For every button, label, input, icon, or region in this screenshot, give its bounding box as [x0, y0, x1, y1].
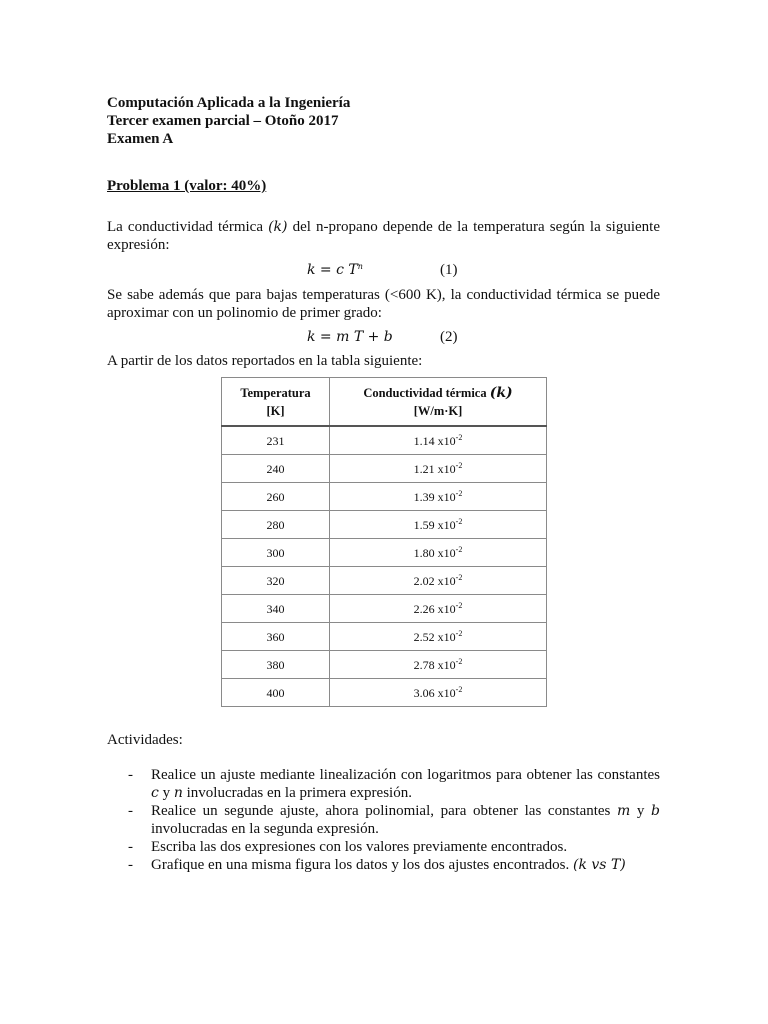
conductivity-value: 2.02 x10 — [413, 573, 456, 588]
conductivity-exponent: -2 — [455, 460, 463, 470]
conductivity-exponent: -2 — [455, 656, 463, 666]
low-temperature-paragraph: Se sabe además que para bajas temperaturas (<600 K), la conductividad térmica se puede aproximar con un polinomio de primer grado: — [107, 287, 660, 321]
temperature-cell: 360 — [222, 623, 330, 651]
conductivity-exponent: -2 — [455, 432, 463, 442]
header-temperature-unit: [K] — [266, 403, 285, 418]
table-row — [222, 455, 547, 483]
temperature-cell: 240 — [222, 455, 330, 483]
header-temperature — [222, 378, 330, 427]
conductivity-value: 1.39 x10 — [413, 489, 456, 504]
conductivity-exponent: -2 — [455, 600, 463, 610]
exam-title: Tercer examen parcial – Otoño 2017 — [107, 113, 339, 129]
b-symbol: b — [651, 803, 660, 819]
equation-1-formula: k = c T — [307, 262, 358, 278]
problem-title: Problema 1 (valor: 40%) — [107, 178, 267, 194]
header-temperature-name: Temperatura — [240, 385, 311, 400]
activity-3-text: Escriba las dos expresiones con los valores previamente encontrados. — [151, 839, 568, 855]
conductivity-table — [221, 377, 547, 707]
table-row — [222, 567, 547, 595]
activities-list — [107, 766, 660, 874]
table-header-row — [222, 378, 547, 427]
list-dash: - — [128, 857, 133, 873]
list-item — [107, 802, 660, 838]
conductivity-exponent: -2 — [455, 516, 463, 526]
table-row — [222, 679, 547, 707]
list-item — [107, 838, 660, 856]
intro-text-b: del n-propano depende de la temperatura según la siguiente expresión: — [107, 219, 660, 253]
course-title: Computación Aplicada a la Ingeniería — [107, 95, 351, 111]
table-row — [222, 595, 547, 623]
m-symbol: m — [617, 803, 631, 819]
k-symbol: (k) — [268, 219, 288, 235]
header-conductivity — [330, 378, 547, 427]
activity-1-text-b: y — [162, 785, 174, 801]
temperature-cell: 280 — [222, 511, 330, 539]
conductivity-cell — [330, 651, 547, 679]
activity-2-text-c: involucradas en la segunda expresión. — [151, 821, 379, 837]
activity-1-text-c: involucradas en la primera expresión. — [182, 785, 412, 801]
table-body — [222, 426, 547, 707]
conductivity-cell — [330, 483, 547, 511]
conductivity-cell — [330, 511, 547, 539]
list-dash: - — [128, 839, 133, 855]
equation-1-exponent: n — [357, 262, 363, 271]
table-row — [222, 623, 547, 651]
temperature-cell: 340 — [222, 595, 330, 623]
conductivity-exponent: -2 — [455, 544, 463, 554]
header-k-symbol: (k) — [489, 384, 513, 401]
conductivity-exponent: -2 — [455, 488, 463, 498]
n-symbol: n — [173, 785, 183, 801]
table-row — [222, 651, 547, 679]
equation-1 — [307, 261, 363, 279]
equation-2: k = m T + b — [307, 329, 393, 345]
intro-paragraph — [107, 218, 660, 254]
list-dash: - — [128, 803, 133, 819]
conductivity-cell — [330, 679, 547, 707]
conductivity-cell — [330, 455, 547, 483]
conductivity-value: 3.06 x10 — [413, 685, 456, 700]
list-dash: - — [128, 767, 133, 783]
conductivity-value: 2.52 x10 — [413, 629, 456, 644]
activity-4-text: Grafique en una misma figura los datos y los dos ajustes encontrados. — [151, 857, 573, 873]
table-row — [222, 511, 547, 539]
conductivity-cell — [330, 623, 547, 651]
conductivity-cell — [330, 595, 547, 623]
temperature-cell: 320 — [222, 567, 330, 595]
list-item — [107, 856, 660, 874]
conductivity-cell — [330, 567, 547, 595]
temperature-cell: 260 — [222, 483, 330, 511]
equation-2-number: (2) — [440, 329, 458, 345]
temperature-cell: 300 — [222, 539, 330, 567]
list-item — [107, 766, 660, 802]
header-conductivity-unit: [W/m·K] — [413, 403, 463, 418]
c-symbol: c — [151, 785, 159, 801]
temperature-cell: 380 — [222, 651, 330, 679]
conductivity-value: 1.80 x10 — [413, 545, 456, 560]
activities-label: Actividades: — [107, 732, 183, 748]
conductivity-cell — [330, 539, 547, 567]
table-row — [222, 483, 547, 511]
temperature-cell: 400 — [222, 679, 330, 707]
intro-text-a: La conductividad térmica — [107, 219, 269, 235]
exam-version: Examen A — [107, 131, 174, 147]
k-vs-t-expression: (k vs T) — [573, 857, 626, 873]
conductivity-value: 1.14 x10 — [413, 433, 456, 448]
conductivity-exponent: -2 — [455, 684, 463, 694]
table-row — [222, 426, 547, 455]
activity-2-text-a: Realice un segunde ajuste, ahora polinomial, para obtener las constantes — [151, 803, 618, 819]
temperature-cell: 231 — [222, 426, 330, 455]
activity-1-text-a: Realice un ajuste mediante linealización con logaritmos para obtener las constantes — [151, 767, 660, 783]
conductivity-value: 1.21 x10 — [413, 461, 456, 476]
equation-1-number: (1) — [440, 262, 458, 278]
table-row — [222, 539, 547, 567]
header-conductivity-name: Conductividad térmica — [363, 385, 490, 400]
table-intro: A partir de los datos reportados en la tabla siguiente: — [107, 353, 423, 369]
activity-2-text-b: y — [630, 803, 652, 819]
conductivity-value: 2.78 x10 — [413, 657, 456, 672]
conductivity-value: 1.59 x10 — [413, 517, 456, 532]
conductivity-exponent: -2 — [455, 572, 463, 582]
conductivity-value: 2.26 x10 — [413, 601, 456, 616]
conductivity-cell — [330, 426, 547, 455]
conductivity-exponent: -2 — [455, 628, 463, 638]
